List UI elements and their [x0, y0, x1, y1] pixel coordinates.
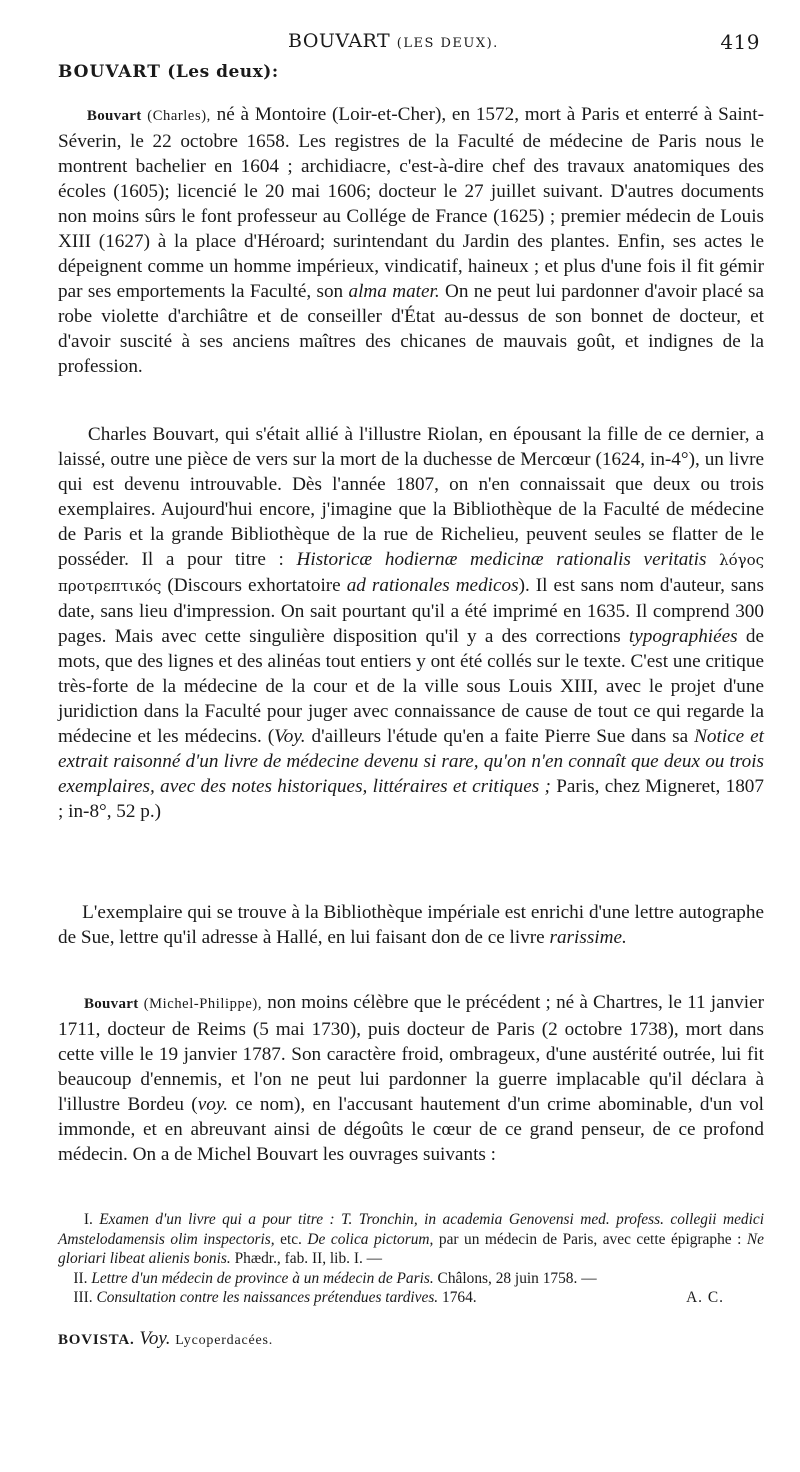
copy-paragraph [58, 900, 764, 950]
charles-text-2e: d'ailleurs l'étude qu'en a faite Pierre Sue dans sa [305, 726, 695, 747]
page-number: 419 [720, 30, 760, 54]
works-list [58, 1210, 764, 1308]
charles-text-2f: Paris, chez Migneret, 1807 ; in-8°, 52 p.) [58, 776, 764, 822]
work-3-rest: 1764. [438, 1289, 477, 1306]
see-also-voy: Voy. [139, 1328, 171, 1349]
work-2-rest: Châlons, 28 juin 1758. — [433, 1269, 597, 1287]
work-2-title: Lettre d'un médecin de province à un médecin de Paris. [91, 1269, 434, 1287]
charles-text-1: né à Montoire (Loir-et-Cher), en 1572, mort à Paris et enterré à Saint-Séverin, le 22 octobre 1658. Les registres de la Faculté de médecine de Paris nous le montrent bachelier en 1604 ; archidiacre, c'est-à-dire chef des travaux anatomiques des écoles (1605); licencié le 20 mai 1606; docteur le 27 juillet suivant. D'autres documents non moins sûrs le font professeur au Collége de France (1625) ; premier médecin de Louis XIII (1627) à la place d'Héroard; surintendant du Jardin des plantes. Enfin, ses actes le dépeignent comme un homme impérieux, vindicatif, haineux ; et plus d'une fois il fit gémir par ses emportements la Faculté, son [58, 104, 764, 302]
typographiees: typographiées [628, 626, 738, 647]
charles-text-2d: de mots, que des lignes et des alinéas tout entiers y ont été collés sur le texte. C'est une critique très-forte de la médecine de la cour et de la ville sous Louis XIII, avec le projet d'une juridiction dans la Faculté pour juger avec connaissance de cause de tout ce qui regarde la médecine et les médecins. ( [58, 626, 764, 747]
voy-2: voy. [197, 1094, 229, 1115]
work-1-rest: par un médecin de Paris, avec cette épigraphe : [433, 1230, 747, 1248]
running-head [60, 30, 760, 58]
book-title: Historicæ hodiernæ medicinæ rationalis veritatis [296, 549, 707, 570]
work-1-etc: etc. [274, 1230, 308, 1248]
michel-text-a: non moins célèbre que le précédent ; né à Chartres, le 11 janvier 1711, docteur de Reims (5 mai 1730), puis docteur de Paris (2 octobre 1738), mort dans cette ville le 19 janvier 1787. Son caractère froid, ombrageux, d'une austérité outrée, lui fit beaucoup d'ennemis, et l'on ne peut lui pardonner la guerre implacable qu'il déclara à l'illustre Bordeu ( [58, 992, 765, 1115]
charles-book-paragraph [58, 422, 764, 824]
michel-bouvart-paragraph [58, 990, 764, 1167]
name-michel: (Michel-Philippe), [143, 996, 263, 1012]
running-head-title [288, 30, 499, 52]
see-also-entry [58, 1328, 273, 1350]
voy-1: Voy. [274, 726, 306, 747]
michel-text-b: ce nom), en l'accusant hautement d'un crime abominable, d'un vol immonde, et en abreuvant ainsi de dégoûts le cœur de ce grand penseur, de ce profond médecin. On a de Michel Bouvart les ouvrages suivants : [58, 1094, 764, 1165]
entry-title-rest: (Les deux): [167, 62, 279, 82]
charles-bouvart-paragraph [58, 102, 764, 379]
author-signature: A. C. [686, 1289, 724, 1306]
charles-text-3: L'exemplaire qui se trouve à la Bibliothèque impériale est enrichi d'une lettre autographe de Sue, lettre qu'il adresse à Hallé, en lui faisant don de ce livre [58, 902, 765, 948]
work-1-source: Phædr., fab. II, lib. I. — [230, 1250, 383, 1267]
charles-text-2c: ). Il est sans nom d'auteur, sans date, sans lieu d'impression. On sait pourtant qu'il a été imprimé en 1635. Il comprend 300 pages. Mais avec cette singulière disposition qu'il y a des corrections [58, 575, 764, 647]
headword-michel: Bouvart [83, 996, 139, 1012]
headword-charles: Bouvart [86, 108, 142, 124]
work-3-number: III. [73, 1289, 97, 1306]
notice-title: Notice et extrait raisonné d'un livre de médecine devenu si rare, qu'on n'en connaît que deux ou trois exemplaires, avec des notes historiques, littéraires et critiques ; [58, 726, 764, 797]
work-3-title: Consultation contre les naissances prétendues tardives. [96, 1289, 439, 1306]
greek-title: λόγος προτρεπτικός [58, 551, 765, 595]
see-also-target: Lycoperdacées. [175, 1333, 274, 1348]
entry-title [58, 62, 279, 82]
work-2-number: II. [73, 1269, 92, 1287]
charles-text-2b: (Discours exhortatoire [167, 575, 347, 596]
see-also-headword: BOVISTA. [58, 1332, 135, 1348]
work-1-epigraph: Ne gloriari libeat alienis bonis. [58, 1230, 764, 1267]
ad-rationales: ad rationales medicos [346, 575, 519, 596]
running-head-title-main: BOUVART [288, 30, 391, 52]
work-item-3 [58, 1288, 764, 1308]
charles-text-1-end: On ne peut lui pardonner d'avoir placé sa robe violette d'archiâtre et de conseiller d'État au-dessus de son bonnet de docteur, et d'avoir suscité à ses anciens maîtres des chicanes de mauvais goût, et indignes de la profession. [58, 281, 764, 377]
work-1-title: Examen d'un livre qui a pour titre : T. Tronchin, in academia Genovensi med. profess. collegii medici Amstelodamensis olim inspectoris, [58, 1211, 765, 1248]
work-item-2 [58, 1269, 764, 1289]
work-item-1 [58, 1210, 764, 1269]
work-1-number: I. [83, 1211, 100, 1228]
running-head-title-paren: (LES DEUX). [396, 36, 499, 51]
entry-title-word: BOUVART [58, 62, 161, 82]
name-charles: (Charles), [147, 108, 211, 124]
work-1-colica: De colica pictorum, [307, 1230, 434, 1248]
charles-alma-mater: alma mater. [348, 281, 440, 302]
rarissime: rarissime. [549, 927, 627, 948]
charles-text-2a: Charles Bouvart, qui s'était allié à l'illustre Riolan, en épousant la fille de ce dernier, a laissé, outre une pièce de vers sur la mort de la duchesse de Mercœur (1624, in-4°), un livre qui est devenu introuvable. Dès l'année 1807, on n'en connaissait que deux ou trois exemplaires. Aujourd'hui encore, j'imagine que la Bibliothèque de la Faculté de médecine de Paris et la grande Bibliothèque de la rue de Richelieu, peuvent seules se flatter de le posséder. Il a pour titre : [58, 424, 765, 570]
